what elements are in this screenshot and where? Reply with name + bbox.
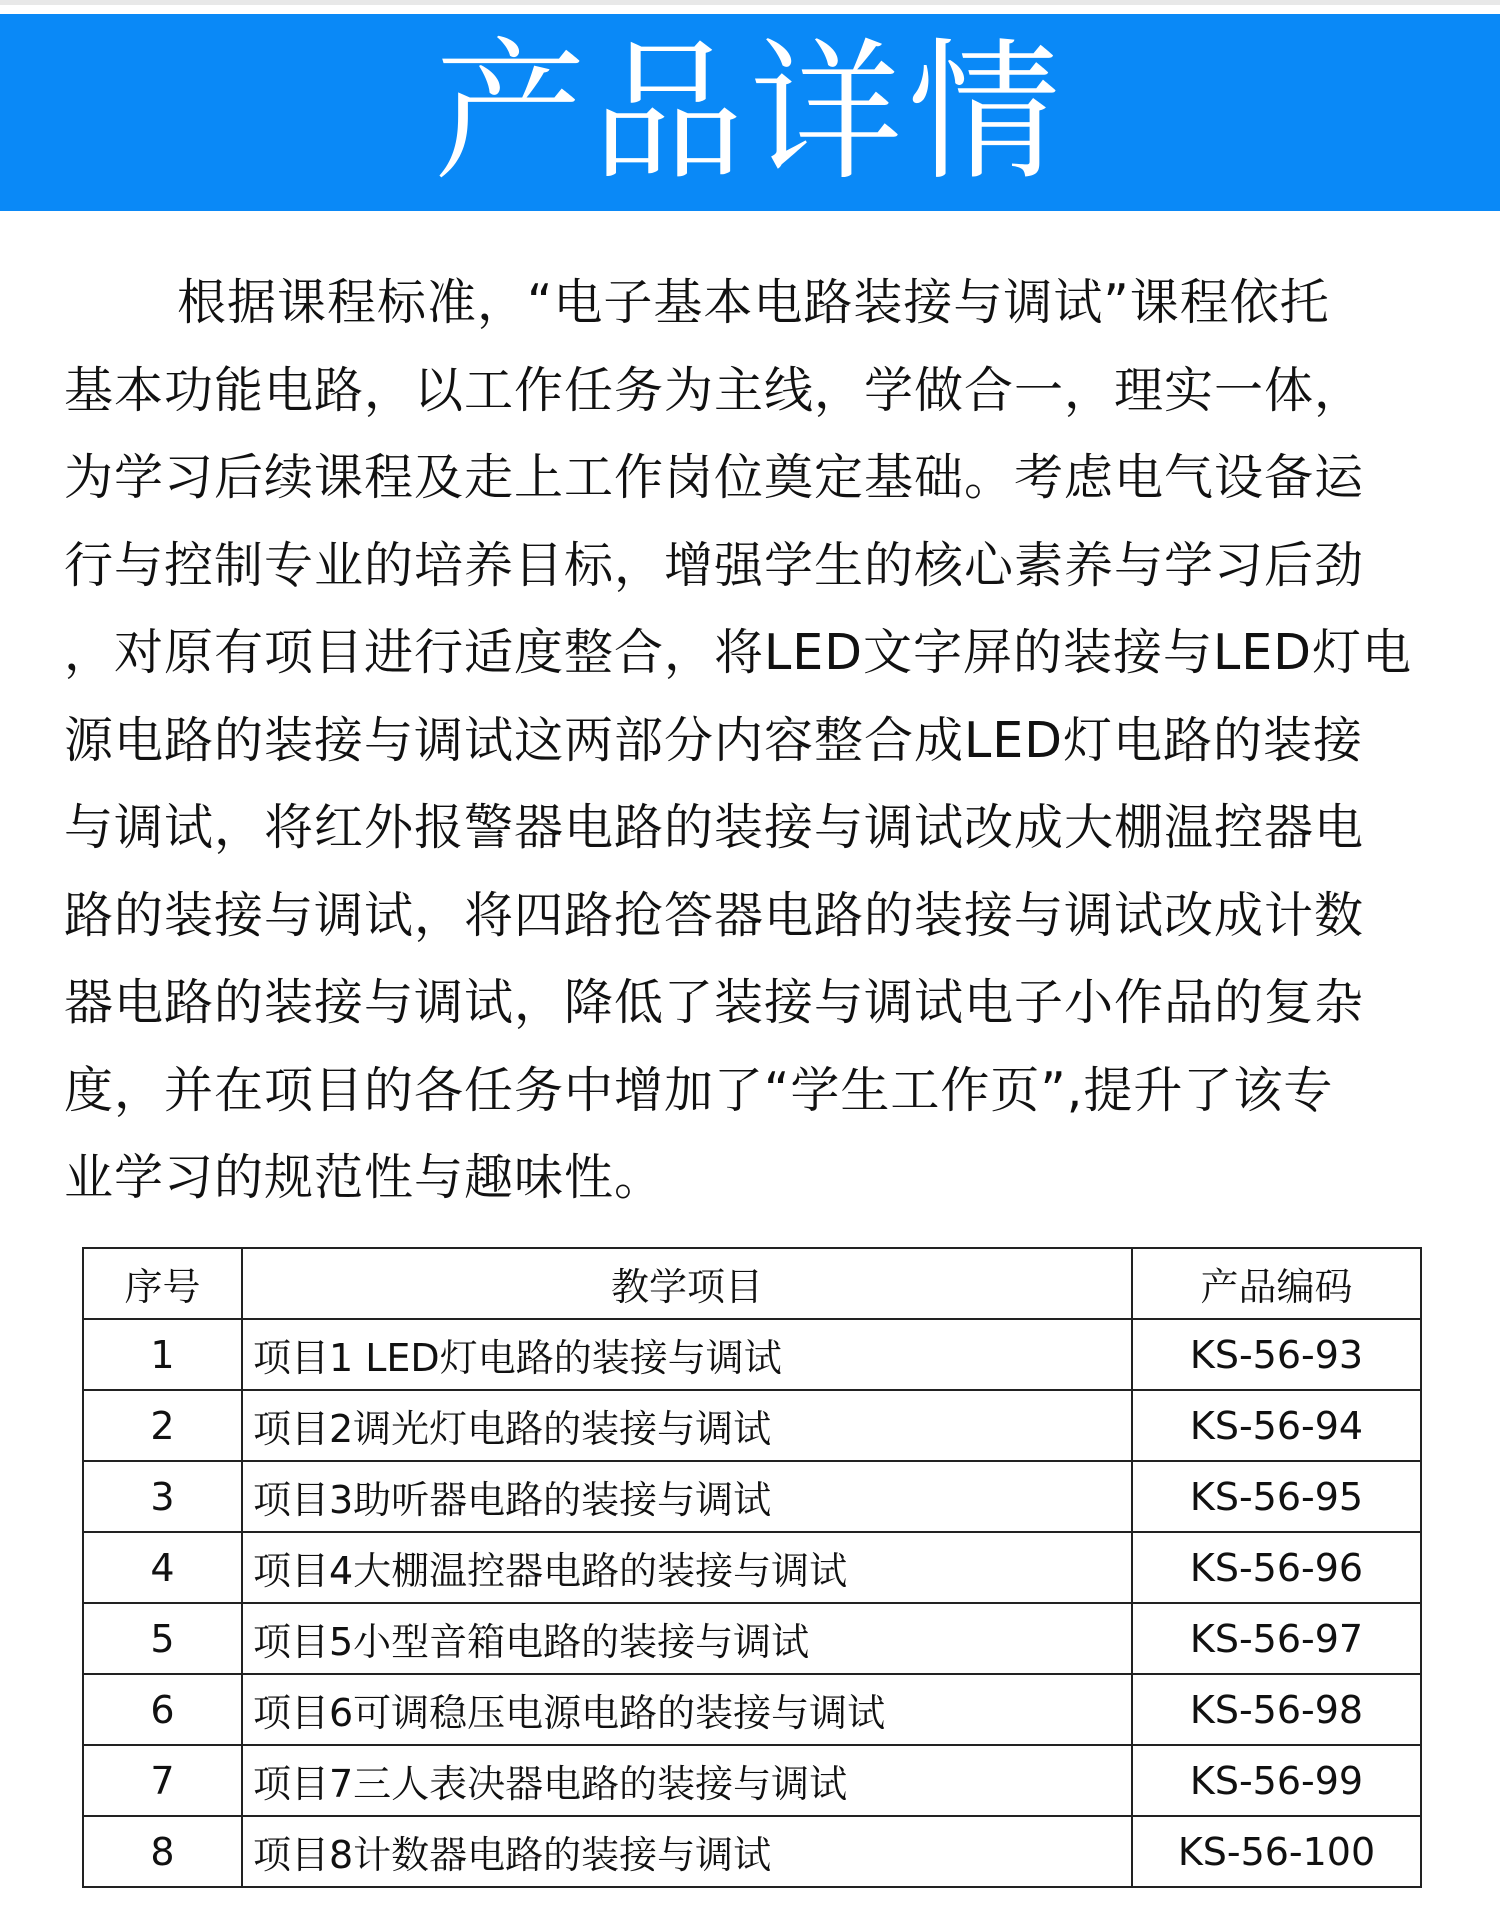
row-project: 项目8计数器电路的装接与调试: [242, 1816, 1132, 1887]
description-line: 行与控制专业的培养目标，增强学生的核心素养与学习后劲: [64, 536, 1365, 594]
row-no: 7: [83, 1745, 242, 1816]
page-title: 产品详情: [434, 23, 1066, 201]
row-code: KS-56-95: [1132, 1461, 1421, 1532]
description-line: ，对原有项目进行适度整合，将LED文字屏的装接与LED灯电: [64, 624, 1412, 681]
description-line: 根据课程标准，“电子基本电路装接与调试”课程依托: [177, 274, 1330, 331]
table-row: [83, 1816, 1421, 1887]
row-code: KS-56-99: [1132, 1745, 1421, 1816]
table-row: [83, 1603, 1421, 1674]
row-project: 项目2调光灯电路的装接与调试: [242, 1390, 1132, 1461]
row-project: 项目7三人表决器电路的装接与调试: [242, 1745, 1132, 1816]
row-code: KS-56-98: [1132, 1674, 1421, 1745]
row-project: 项目5小型音箱电路的装接与调试: [242, 1603, 1132, 1674]
row-no: 5: [83, 1603, 242, 1674]
row-project: 项目4大棚温控器电路的装接与调试: [242, 1532, 1132, 1603]
row-no: 8: [83, 1816, 242, 1887]
row-project: 项目3助听器电路的装接与调试: [242, 1461, 1132, 1532]
header-code: 产品编码: [1132, 1248, 1421, 1319]
table-row: [83, 1461, 1421, 1532]
title-banner: [0, 14, 1500, 211]
row-code: KS-56-93: [1132, 1319, 1421, 1390]
table-row: [83, 1532, 1421, 1603]
top-divider: [0, 0, 1500, 5]
description-line: 与调试，将红外报警器电路的装接与调试改成大棚温控器电: [64, 799, 1365, 856]
table-row: [83, 1319, 1421, 1390]
row-no: 1: [83, 1319, 242, 1390]
row-no: 2: [83, 1390, 242, 1461]
table-row: [83, 1390, 1421, 1461]
description-line: 业学习的规范性与趣味性。: [64, 1149, 665, 1206]
row-project: 项目1 LED灯电路的装接与调试: [242, 1319, 1132, 1390]
description-line: 器电路的装接与调试，降低了装接与调试电子小作品的复杂: [64, 974, 1365, 1031]
row-no: 4: [83, 1532, 242, 1603]
table-header-row: [83, 1248, 1421, 1319]
header-project: 教学项目: [242, 1248, 1132, 1319]
description-line: 源电路的装接与调试这两部分内容整合成LED灯电路的装接: [64, 711, 1363, 769]
row-no: 6: [83, 1674, 242, 1745]
description-line: 度，并在项目的各任务中增加了“学生工作页”,提升了该专: [64, 1061, 1334, 1119]
description-paragraph: [64, 272, 1464, 1235]
description-line: 为学习后续课程及走上工作岗位奠定基础。考虑电气设备运: [64, 449, 1365, 506]
row-no: 3: [83, 1461, 242, 1532]
row-code: KS-56-96: [1132, 1532, 1421, 1603]
table-row: [83, 1674, 1421, 1745]
row-code: KS-56-94: [1132, 1390, 1421, 1461]
description-line: 基本功能电路，以工作任务为主线，学做合一，理实一体，: [64, 361, 1365, 419]
table-row: [83, 1745, 1421, 1816]
product-table: [82, 1247, 1422, 1888]
row-code: KS-56-97: [1132, 1603, 1421, 1674]
header-no: 序号: [83, 1248, 242, 1319]
description-line: 路的装接与调试，将四路抢答器电路的装接与调试改成计数: [64, 886, 1365, 944]
row-project: 项目6可调稳压电源电路的装接与调试: [242, 1674, 1132, 1745]
row-code: KS-56-100: [1132, 1816, 1421, 1887]
